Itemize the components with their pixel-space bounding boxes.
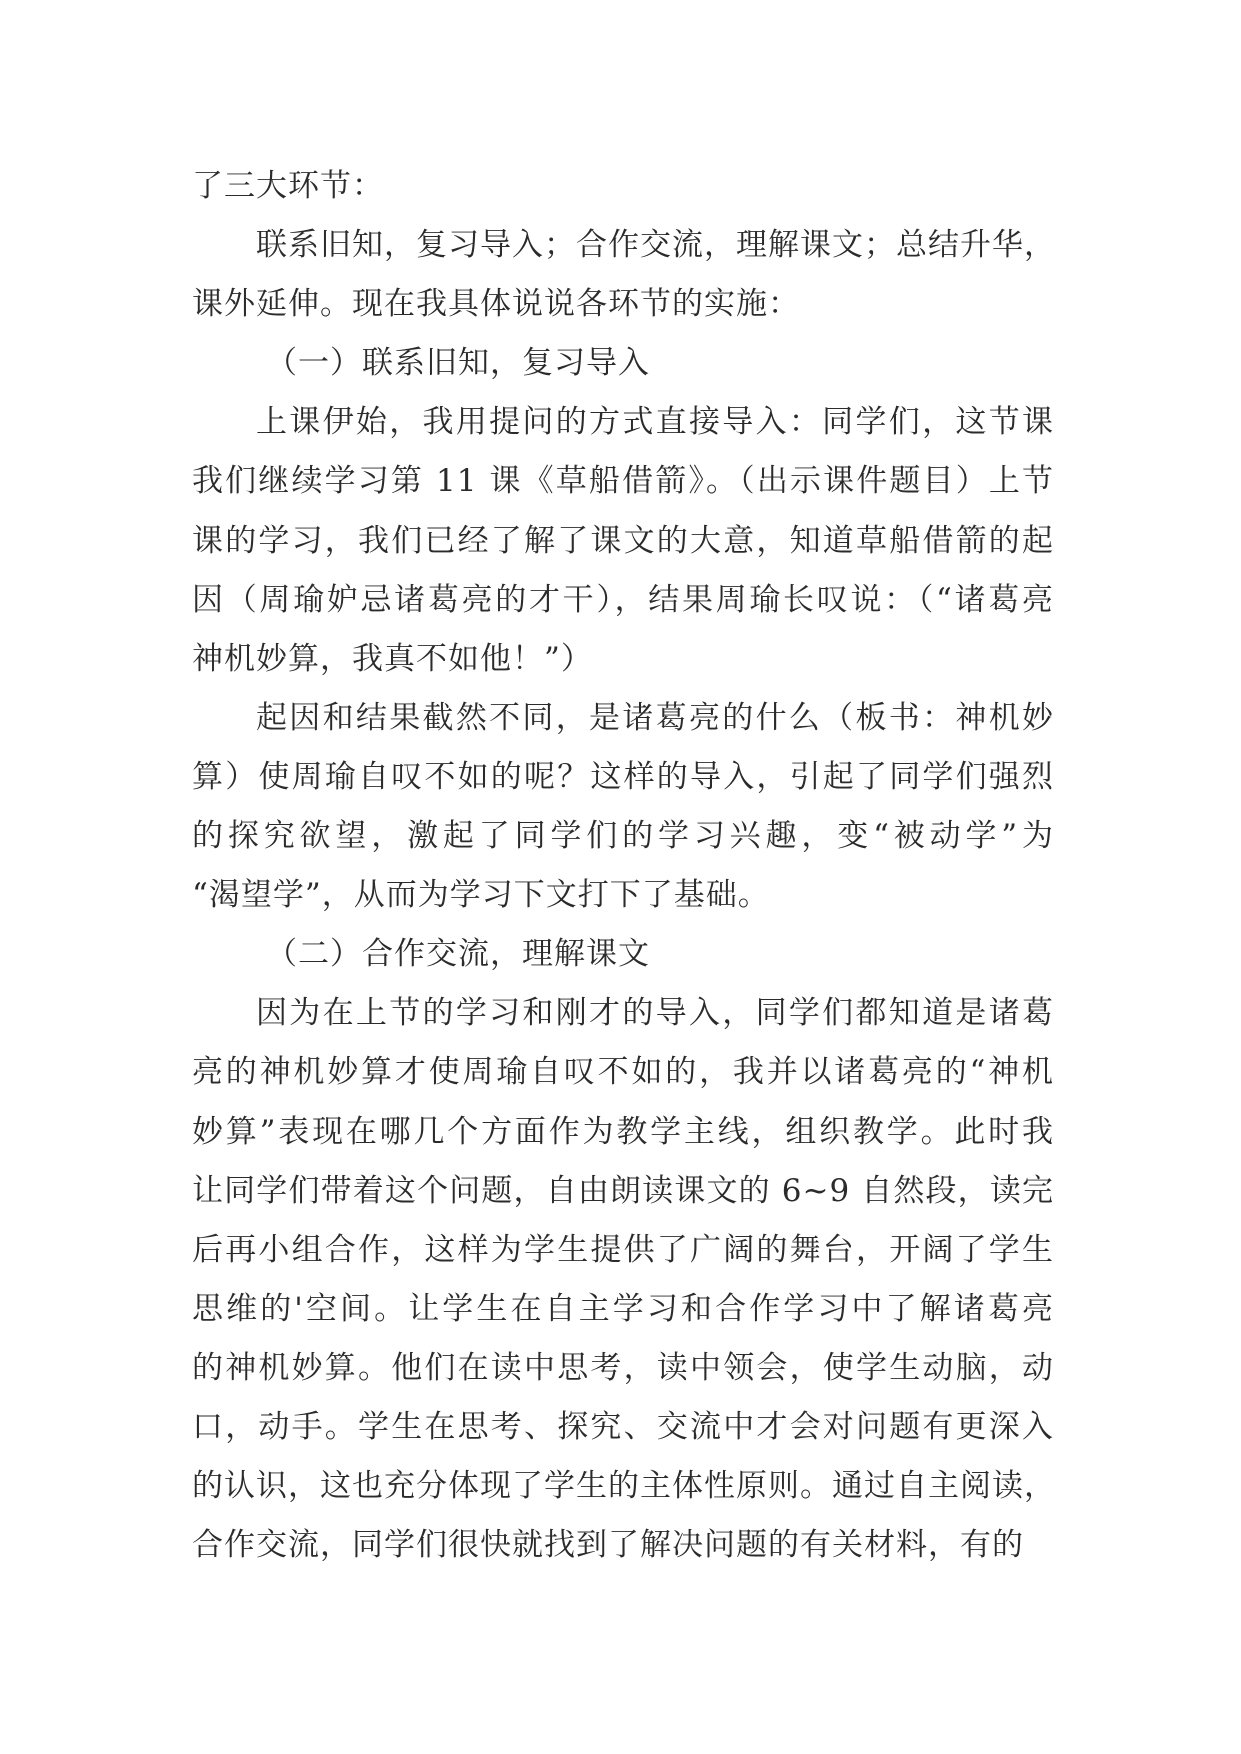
text-line: 算）使周瑜自叹不如的呢？这样的导入，引起了同学们强烈 [192, 758, 1054, 795]
text-line: 的探究欲望，激起了同学们的学习兴趣，变“被动学”为 [192, 818, 1054, 855]
text-line: 后再小组合作，这样为学生提供了广阔的舞台，开阔了学生 [192, 1231, 1054, 1268]
text-line: 口，动手。学生在思考、探究、交流中才会对问题有更深入 [192, 1408, 1054, 1445]
paragraph-three-stages [192, 216, 1054, 334]
text-line: 课的学习，我们已经了解了课文的大意，知道草船借箭的起 [192, 522, 1054, 559]
text-line: 因为在上节的学习和刚才的导入，同学们都知道是诸葛 [256, 995, 1054, 1032]
paragraph-cause-result [192, 689, 1054, 925]
text-line: 的神机妙算。他们在读中思考，读中领会，使学生动脑，动 [192, 1349, 1054, 1386]
paragraph-continuation [192, 157, 1054, 216]
text-line: 联系旧知，复习导入；合作交流，理解课文；总结升华， [256, 227, 1056, 264]
paragraph-cooperation [192, 984, 1054, 1575]
text-line: 课外延伸。现在我具体说说各环节的实施： [192, 286, 800, 323]
text-line: 了三大环节： [192, 168, 384, 204]
text-line: 因（周瑜妒忌诸葛亮的才干），结果周瑜长叹说：（“诸葛亮 [192, 581, 1054, 618]
section-heading-1 [192, 334, 1054, 393]
text-line: 让同学们带着这个问题，自由朗读课文的 6~9 自然段，读完 [192, 1172, 1054, 1209]
text-line: 合作交流，同学们很快就找到了解决问题的有关材料，有的 [192, 1527, 1024, 1564]
text-line: 的认识，这也充分体现了学生的主体性原则。通过自主阅读， [192, 1468, 1056, 1505]
text-line: 亮的神机妙算才使周瑜自叹不如的，我并以诸葛亮的“神机 [192, 1054, 1054, 1091]
text-line: 妙算”表现在哪几个方面作为教学主线，组织教学。此时我 [192, 1113, 1054, 1150]
section-heading-2 [192, 925, 1054, 984]
text-line: 起因和结果截然不同，是诸葛亮的什么（板书：神机妙 [256, 699, 1054, 736]
text-line: “渴望学”，从而为学习下文打下了基础。 [192, 877, 770, 914]
text-line: 思维的'空间。让学生在自主学习和合作学习中了解诸葛亮 [192, 1290, 1054, 1327]
paragraph-introduction [192, 393, 1054, 688]
text-line: 上课伊始，我用提问的方式直接导入：同学们，这节课 [256, 404, 1054, 441]
document-body [192, 157, 1054, 1575]
section-heading-text: （一）联系旧知，复习导入 [266, 345, 650, 382]
text-line: 我们继续学习第 11 课《草船借箭》。（出示课件题目）上节 [192, 463, 1054, 500]
text-line: 神机妙算，我真不如他！”） [192, 640, 593, 677]
section-heading-text: （二）合作交流，理解课文 [266, 936, 650, 973]
